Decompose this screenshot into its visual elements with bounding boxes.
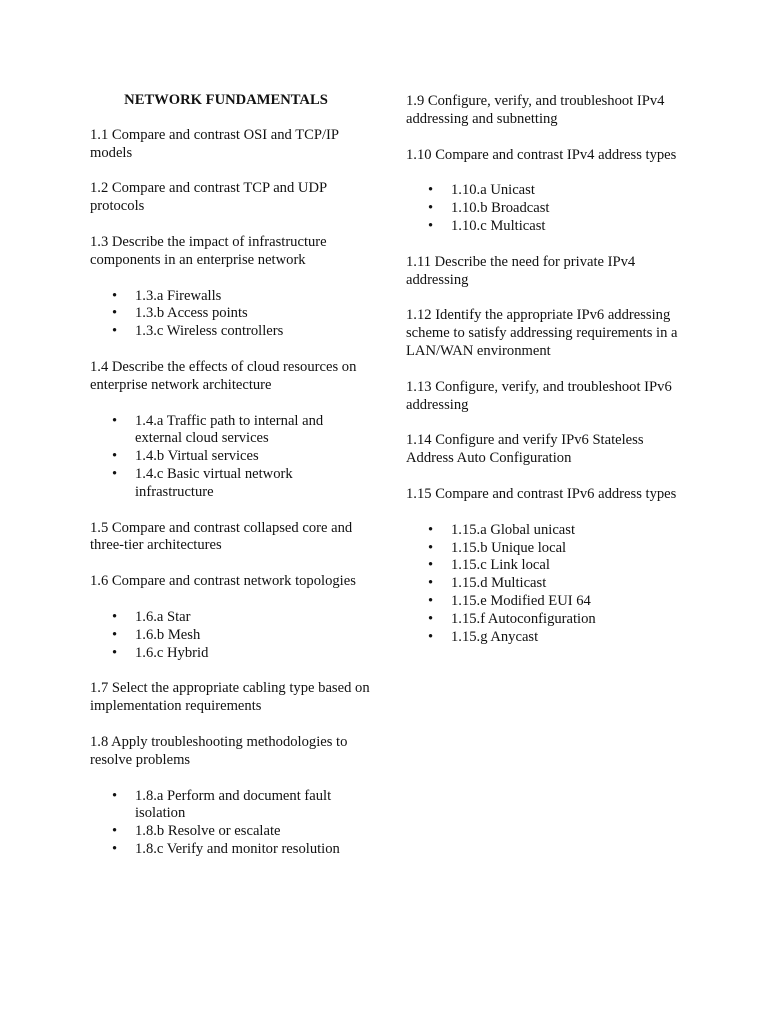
- bullet-icon: •: [428, 539, 434, 556]
- sub-objective-text: 1.10.a Unicast: [451, 182, 535, 199]
- objective-paragraph: 1.10 Compare and contrast IPv4 address types: [406, 146, 677, 163]
- objective-paragraph: 1.9 Configure, verify, and troubleshoot IPv4 addressing and subnetting: [406, 93, 665, 127]
- bullet-icon: •: [112, 840, 118, 857]
- sub-objective-text: 1.15.e Modified EUI 64: [451, 592, 591, 609]
- bullet-icon: •: [112, 323, 118, 340]
- sub-objective-text: 1.3.c Wireless controllers: [135, 323, 284, 340]
- bullet-icon: •: [428, 200, 434, 217]
- sub-objective-item: [90, 788, 372, 824]
- objective-paragraph: 1.15 Compare and contrast IPv6 address types: [406, 485, 677, 502]
- sub-objective-item: [406, 218, 688, 236]
- sub-objective-text: 1.3.b Access points: [135, 305, 248, 322]
- sub-objective-item: [406, 611, 688, 629]
- objective-paragraph: 1.2 Compare and contrast TCP and UDP protocols: [90, 180, 327, 215]
- bullet-icon: •: [112, 644, 118, 661]
- bullet-icon: •: [112, 305, 118, 322]
- bullet-icon: •: [428, 182, 434, 199]
- objective-paragraph: 1.3 Describe the impact of infrastructure components in an enterprise network: [90, 233, 327, 268]
- objective-paragraph: 1.8 Apply troubleshooting methodologies to resolve problems: [90, 733, 348, 768]
- objective-paragraph: 1.5 Compare and contrast collapsed core and three-tier architectures: [90, 519, 353, 554]
- sub-objective-item: [90, 466, 372, 502]
- bullet-icon: •: [112, 608, 118, 625]
- sub-objective-text: 1.15.a Global unicast: [451, 521, 576, 538]
- sub-objective-text: 1.15.b Unique local: [451, 539, 567, 556]
- sub-objective-list: [406, 522, 688, 647]
- objective-paragraph: 1.12 Identify the appropriate IPv6 addressing scheme to satisfy addressing requirements in a LAN/WAN environment: [406, 307, 678, 359]
- bullet-icon: •: [112, 287, 118, 304]
- sub-objective-item: [90, 823, 372, 841]
- bullet-icon: •: [112, 787, 118, 804]
- sub-objective-text: 1.10.b Broadcast: [451, 200, 550, 217]
- bullet-icon: •: [428, 521, 434, 538]
- objective-paragraph: 1.14 Configure and verify IPv6 Stateless Address Auto Configuration: [406, 432, 644, 467]
- sub-objective-item: [90, 323, 372, 341]
- sub-objective-item: [90, 841, 372, 859]
- bullet-icon: •: [112, 823, 118, 840]
- sub-objective-text: 1.10.c Multicast: [451, 217, 546, 234]
- sub-objective-item: [90, 645, 372, 663]
- left-column: [90, 92, 372, 877]
- sub-objective-item: [90, 609, 372, 627]
- bullet-icon: •: [112, 465, 118, 482]
- right-column-body: [406, 93, 688, 646]
- sub-objective-text: 1.8.b Resolve or escalate: [135, 823, 281, 840]
- bullet-icon: •: [112, 448, 118, 465]
- sub-objective-text: 1.8.a Perform and document fault isolation: [135, 787, 332, 822]
- sub-objective-text: 1.4.a Traffic path to internal and external cloud services: [135, 412, 324, 447]
- sub-objective-text: 1.4.b Virtual services: [135, 448, 259, 465]
- right-column: [406, 93, 688, 664]
- sub-objective-text: 1.15.f Autoconfiguration: [451, 610, 596, 627]
- sub-objective-item: [406, 200, 688, 218]
- bullet-icon: •: [428, 575, 434, 592]
- sub-objective-item: [406, 522, 688, 540]
- objective-paragraph: 1.13 Configure, verify, and troubleshoot IPv6 addressing: [406, 378, 672, 413]
- objective-paragraph: 1.11 Describe the need for private IPv4 addressing: [406, 253, 636, 288]
- objective-paragraph: 1.7 Select the appropriate cabling type based on implementation requirements: [90, 680, 370, 715]
- page-title: NETWORK FUNDAMENTALS: [124, 92, 328, 108]
- sub-objective-text: 1.6.a Star: [135, 608, 191, 625]
- sub-objective-text: 1.3.a Firewalls: [135, 287, 222, 304]
- bullet-icon: •: [112, 412, 118, 429]
- bullet-icon: •: [428, 557, 434, 574]
- sub-objective-item: [406, 575, 688, 593]
- sub-objective-text: 1.15.g Anycast: [451, 628, 539, 645]
- objective-paragraph: 1.4 Describe the effects of cloud resources on enterprise network architecture: [90, 358, 357, 393]
- sub-objective-list: [90, 788, 372, 859]
- sub-objective-text: 1.15.d Multicast: [451, 575, 547, 592]
- sub-objective-item: [406, 629, 688, 647]
- sub-objective-item: [90, 288, 372, 306]
- sub-objective-list: [90, 288, 372, 341]
- sub-objective-item: [406, 540, 688, 558]
- sub-objective-text: 1.15.c Link local: [451, 557, 550, 574]
- left-column-body: [90, 127, 372, 859]
- sub-objective-text: 1.4.c Basic virtual network infrastructure: [135, 465, 293, 500]
- sub-objective-list: [90, 609, 372, 662]
- bullet-icon: •: [112, 626, 118, 643]
- sub-objective-text: 1.8.c Verify and monitor resolution: [135, 840, 340, 857]
- bullet-icon: •: [428, 217, 434, 234]
- sub-objective-item: [90, 627, 372, 645]
- sub-objective-text: 1.6.b Mesh: [135, 626, 201, 643]
- sub-objective-item: [406, 182, 688, 200]
- bullet-icon: •: [428, 592, 434, 609]
- sub-objective-text: 1.6.c Hybrid: [135, 644, 209, 661]
- bullet-icon: •: [428, 628, 434, 645]
- bullet-icon: •: [428, 610, 434, 627]
- sub-objective-item: [90, 413, 372, 449]
- sub-objective-item: [90, 448, 372, 466]
- objective-paragraph: 1.6 Compare and contrast network topologies: [90, 573, 356, 590]
- sub-objective-list: [90, 413, 372, 502]
- sub-objective-item: [406, 593, 688, 611]
- sub-objective-item: [406, 557, 688, 575]
- sub-objective-item: [90, 305, 372, 323]
- objective-paragraph: 1.1 Compare and contrast OSI and TCP/IP models: [90, 126, 339, 161]
- sub-objective-list: [406, 182, 688, 235]
